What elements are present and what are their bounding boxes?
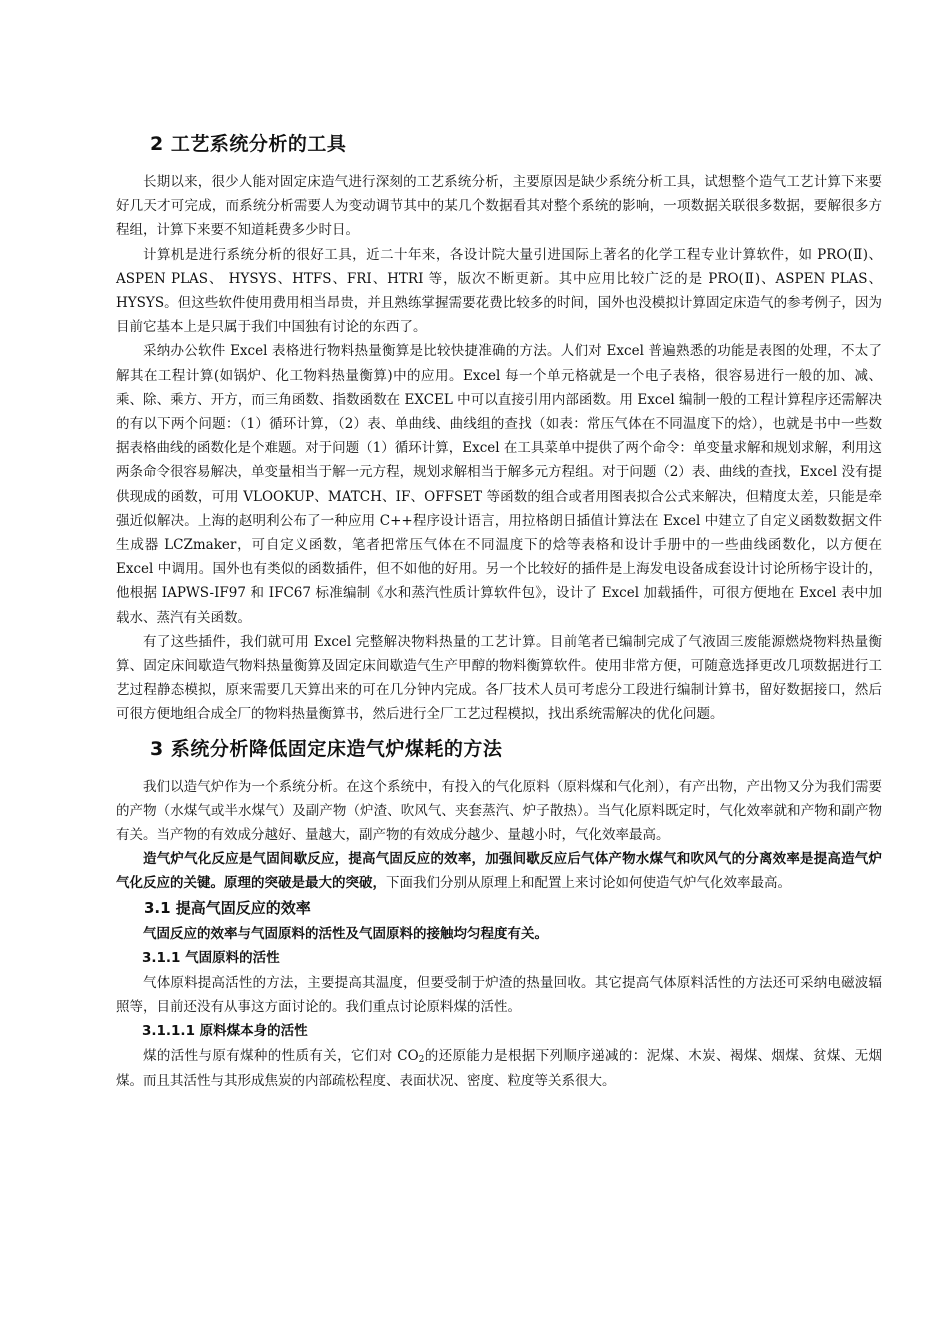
co2-subscript: 2 (418, 1055, 425, 1066)
section-3-heading: 3 系统分析降低固定床造气炉煤耗的方法 (150, 737, 503, 760)
section-3-1-1-paragraph-1: 气体原料提高活性的方法，主要提高其温度，但要受制于炉渣的热量回收。其它提高气体原料活性的方法还可采纳电磁波辐照等，目前还没有从事这方面讨论的。我们重点讨论原料煤的活性。 (116, 974, 882, 1016)
section-2-paragraph-3: 采纳办公软件 Excel 表格进行物料热量衡算是比较快捷准确的方法。人们对 Excel 普遍熟悉的功能是表图的处理，不太了解其在工程计算(如锅炉、化工物料热量衡算)中的应用。Excel 每一个单元格就是一个电子表格，很容易进行一般的加、减、乘、除、乘方、开方，而三角函数、指数函数在 EXCEL 中可以直接引用内部函数。用 Excel 编制一般的工程计算程序还需解决的有以下两个问题：（1）循环计算，（2）表、单曲线、曲线组的查找（如表：常压气体在不同温度下的焓），也就是书中一些数据表格曲线的函数化是个难题。对于问题（1）循环计算，Excel 在工具菜单中提供了两个命令：单变量求解和规划求解，利用这两条命令很容易解决，单变量相当于解一元方程，规划求解相当于解多元方程组。对于问题（2）表、曲线的查找，Excel 没有提供现成的函数，可用 VLOOKUP、MATCH、IF、OFFSET 等函数的组合或者用图表拟合公式来解决，但精度太差，只能是牵强近似解决。上海的赵明利公布了一种应用 C++程序设计语言，用拉格朗日插值计算法在 Excel 中建立了自定义函数数据文件生成器 LCZmaker，可自定义函数，笔者把常压气体在不同温度下的焓等表格和设计手册中的一些曲线函数化，以方便在 Excel 中调用。国外也有类似的函数插件，但不如他的好用。另一个比较好的插件是上海发电设备成套设计讨论所杨宇设计的，他根据 IAPWS-IF97 和 IFC67 标准编制《水和蒸汽性质计算软件包》，设计了 Excel 加载插件，可很方便地在 Excel 表中加载水、蒸汽有关函数。 (116, 343, 882, 626)
co2-text-before: 煤的活性与原有煤种的性质有关，它们对 CO (143, 1048, 419, 1065)
section-3-1-heading: 3.1 提高气固反应的效率 (144, 898, 311, 917)
section-3-1-1-1-heading: 3.1.1.1 原料煤本身的活性 (142, 1023, 308, 1040)
document-page (116, 130, 882, 1093)
section-3-paragraph-2 (116, 847, 882, 895)
section-2-paragraph-2: 计算机是进行系统分析的很好工具，近二十年来，各设计院大量引进国际上著名的化学工程专业计算软件，如 PRO(Ⅱ)、ASPEN PLAS、 HYSYS、HTFS、FRI、HTRI 等，版次不断更新。其中应用比较广泛的是 PRO(Ⅱ)、ASPEN PLAS、 HYSYS。但这些软件使用费用相当昂贵，并且熟练掌握需要花费比较多的时间，国外也没模拟计算固定床造气的参考例子，因为目前它基本上是只属于我们中国独有讨论的东西了。 (116, 246, 882, 336)
section-3-1-1-heading: 3.1.1 气固原料的活性 (142, 949, 280, 966)
section-3-paragraph-1: 我们以造气炉作为一个系统分析。在这个系统中，有投入的气化原料（原料煤和气化剂），有产出物，产出物又分为我们需要的产物（水煤气或半水煤气）及副产物（炉渣、吹风气、夹套蒸汽、炉子散热）。当气化原料既定时，气化效率就和产物和副产物有关。当产物的有效成分越好、量越大，副产物的有效成分越少、量越小时，气化效率最高。 (116, 778, 882, 844)
section-2-paragraph-4: 有了这些插件，我们就可用 Excel 完整解决物料热量的工艺计算。目前笔者已编制完成了气液固三废能源燃烧物料热量衡算、固定床间歇造气物料热量衡算及固定床间歇造气生产甲醇的物料衡算软件。使用非常方便，可随意选择更改几项数据进行工艺过程静态模拟，原来需要几天算出来的可在几分钟内完成。各厂技术人员可考虑分工段进行编制计算书，留好数据接口，然后可很方便地组合成全厂的物料热量衡算书，然后进行全厂工艺过程模拟，找出系统需解决的优化问题。 (116, 633, 882, 723)
section-2-paragraph-1: 长期以来，很少人能对固定床造气进行深刻的工艺系统分析，主要原因是缺少系统分析工具，试想整个造气工艺计算下来要好几天才可完成，而系统分析需要人为变动调节其中的某几个数据看其对整个系统的影响，一项数据关联很多数据，要解很多方程组，计算下来要不知道耗费多少时日。 (116, 174, 882, 239)
co2-text-after: 的还原能力是根据下列顺序递减的：泥煤、木炭、褐煤、烟煤、贫煤、无烟煤。而且其活性与其形成焦炭的内部疏松程度、表面状况、密度、粒度等关系很大。 (116, 1048, 882, 1089)
section-2-heading: 2 工艺系统分析的工具 (150, 133, 347, 155)
section-3-paragraph-2-rest: 下面我们分别从原理上和配置上来讨论如何使造气炉气化效率最高。 (386, 875, 791, 892)
section-3-1-lead: 气固反应的效率与气固原料的活性及气固原料的接触均匀程度有关。 (143, 925, 548, 942)
section-3-1-1-1-paragraph-1 (116, 1044, 882, 1092)
section-3-paragraph-2-bold: 造气炉气化反应是气固间歇反应，提高气固反应的效率，加强间歇反应后气体产物水煤气和吹风气的分离效率是提高造气炉气化反应的关键。原理的突破是最大的突破， (116, 851, 882, 892)
